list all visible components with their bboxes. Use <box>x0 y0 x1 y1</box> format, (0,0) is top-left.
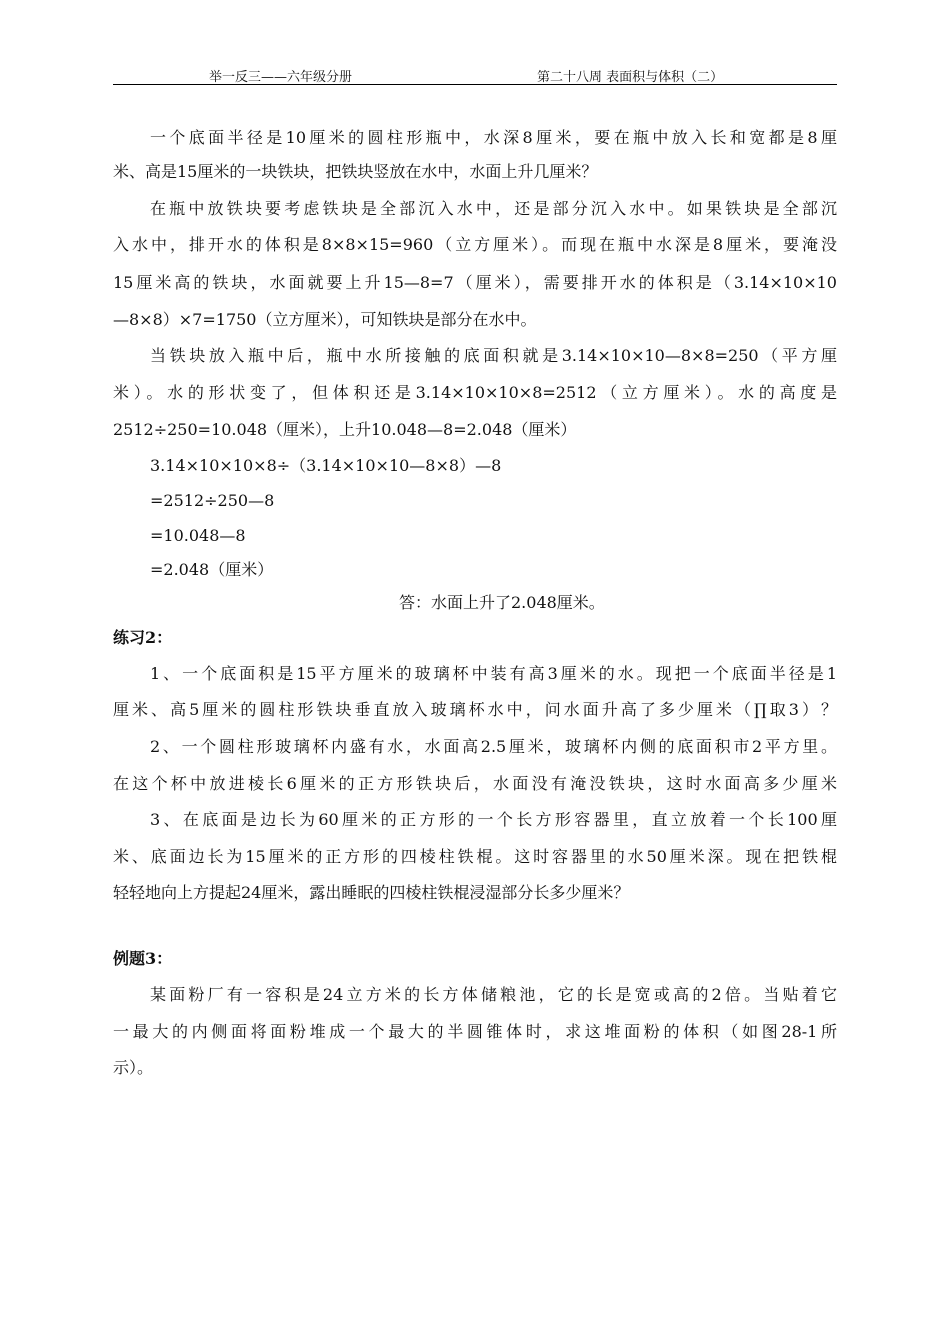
problem-line-2: 米、高是15厘米的一块铁块，把铁块竖放在水中，水面上升几厘米？ <box>113 162 598 181</box>
practice-q1-line-2: 厘米、高5厘米的圆柱形铁块垂直放入玻璃杯水中，问水面升高了多少厘米（∏取3）？ <box>113 700 837 719</box>
analysis-line-6: 米）。水的形状变了，但体积还是3.14×10×10×8=2512（立方厘米）。水的高度是 <box>113 383 837 402</box>
practice-q3-line-3: 轻轻地向上方提起24厘米，露出睡眠的四棱柱铁棍浸湿部分长多少厘米？ <box>113 883 630 902</box>
answer-line: 答：水面上升了2.048厘米。 <box>399 593 605 612</box>
problem-line-1: 一个底面半径是10厘米的圆柱形瓶中，水深8厘米，要在瓶中放入长和宽都是8厘 <box>150 128 837 147</box>
analysis-line-7: 2512÷250=10.048（厘米），上升10.048—8=2.048（厘米） <box>113 420 577 439</box>
example3-title: 例题3： <box>113 949 173 968</box>
calc-line-1: 3.14×10×10×8÷（3.14×10×10—8×8）—8 <box>150 456 502 475</box>
analysis-line-1: 在瓶中放铁块要考虑铁块是全部沉入水中，还是部分沉入水中。如果铁块是全部沉 <box>150 199 837 218</box>
header-book-title: 举一反三——六年级分册 <box>209 70 353 85</box>
calc-line-4: =2.048（厘米） <box>150 560 274 579</box>
page-header <box>113 66 837 85</box>
example3-line-2: 一最大的内侧面将面粉堆成一个最大的半圆锥体时，求这堆面粉的体积（如图28-1所 <box>113 1022 837 1041</box>
practice-q3-line-2: 米、底面边长为15厘米的正方形的四棱柱铁棍。这时容器里的水50厘米深。现在把铁棍 <box>113 847 837 866</box>
analysis-line-3: 15厘米高的铁块，水面就要上升15—8=7（厘米），需要排开水的体积是（3.14×10×10 <box>113 273 837 292</box>
practice-q2-line-1: 2、一个圆柱形玻璃杯内盛有水，水面高2.5厘米，玻璃杯内侧的底面积市2平方里。 <box>150 737 837 756</box>
analysis-line-5: 当铁块放入瓶中后，瓶中水所接触的底面积就是3.14×10×10—8×8=250（平方厘 <box>150 346 837 365</box>
analysis-line-4: —8×8）×7=1750（立方厘米），可知铁块是部分在水中。 <box>113 310 537 329</box>
calc-line-2: =2512÷250—8 <box>150 491 275 510</box>
calc-line-3: =10.048—8 <box>150 526 246 545</box>
analysis-line-2: 入水中，排开水的体积是8×8×15=960（立方厘米）。而现在瓶中水深是8厘米，要淹没 <box>113 235 837 254</box>
example3-line-3: 示）。 <box>113 1058 154 1077</box>
practice-q3-line-1: 3、在底面是边长为60厘米的正方形的一个长方形容器里，直立放着一个长100厘 <box>150 810 837 829</box>
practice-q1-line-1: 1、一个底面积是15平方厘米的玻璃杯中装有高3厘米的水。现把一个底面半径是1 <box>150 664 837 683</box>
header-chapter-title: 第二十八周 表面积与体积（二） <box>537 70 724 85</box>
practice-title: 练习2： <box>113 628 173 647</box>
practice-q2-line-2: 在这个杯中放进棱长6厘米的正方形铁块后，水面没有淹没铁块，这时水面高多少厘米 <box>113 774 837 793</box>
example3-line-1: 某面粉厂有一容积是24立方米的长方体储粮池，它的长是宽或高的2倍。当贴着它 <box>150 985 837 1004</box>
